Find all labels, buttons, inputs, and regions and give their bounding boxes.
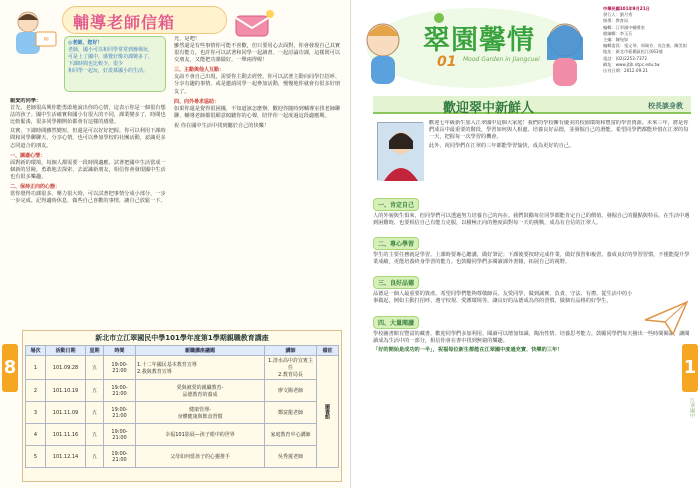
cell: 五 <box>86 424 104 446</box>
cell: 1.清水高中許宜賓主任 2.教育局長 <box>265 356 317 380</box>
cell: 廖文陽老師 <box>265 380 317 402</box>
section-4-heading: 四、向外尋求協助： <box>174 98 220 105</box>
table-row <box>26 402 339 424</box>
lecture-table-title: 新北市立江翠國民中學101學年度第1學期親職教育講座 <box>95 334 269 342</box>
table-header: 備註 <box>317 346 339 356</box>
cell: 101.09.28 <box>46 356 86 380</box>
table-row <box>26 356 339 380</box>
publication-meta <box>603 6 695 90</box>
cell: 五 <box>86 356 104 380</box>
col2-text: 雖然還是有些事情你可能不喜歡，但只要用心去面對，你會發現自己其實很有能力。也許你可以試著和同學一起讀書、一起討論功課，這樣既可以交朋友，又能把功課做好，一舉兩得喔！ <box>174 43 340 64</box>
section-4-heading: 四、大量閱讀 <box>373 316 419 329</box>
logo-subtitle: Mood Garden in Jiangcuei <box>463 56 540 63</box>
cell: 3 <box>26 402 46 424</box>
intro-text <box>429 120 691 186</box>
issue-number: 01 <box>437 54 457 70</box>
cell: 101.11.09 <box>46 402 86 424</box>
cell: 1.十二年國民基本教育宣導 2.我與教育宣導 <box>136 356 265 380</box>
section-1-heading: 一、肯定自己 <box>373 198 419 211</box>
table-header: 時間 <box>104 346 136 356</box>
cell: 19:00-21:00 <box>104 356 136 380</box>
cell: 父母如何當孩子的心靈推手 <box>136 446 265 468</box>
table-header: 星期 <box>86 346 104 356</box>
meta-line: 出刊日期：2012.09.21 <box>603 68 648 74</box>
cell: 家庭教育中心講師 <box>265 424 317 446</box>
meta-line: 主編：陳宛如 <box>603 37 629 43</box>
lecture-table <box>25 345 339 468</box>
article-title: 歡迎翠中新鮮人 <box>443 101 535 116</box>
column-label: 校長談身教 <box>648 102 683 110</box>
section-2-text: 當你覺得功課很多、壓力很大時，可以試著把事情分成小部分，一步一步完成。記得適時休息，做些自己喜歡的事情，讓自己放鬆一下。 <box>10 190 166 205</box>
intro-paragraph: 歡迎七年級新生加入江翠國中這個大家庭！我們的學校擁有優美的校園環境和豐富的學習資源。未來三年，將是你們成長中最重要的階段，學習如何與人相處、培養良好品德，並發掘自己的潛能。希望同學們都能珍惜在江翠的每一天，把握每一次學習的機會。 <box>429 120 689 141</box>
section-3-heading: 三、良好品德 <box>373 276 419 289</box>
table-row <box>26 424 339 446</box>
intro-signature: 此外，祝同學們在江翠的三年都能學習愉快，成為更好的自己。 <box>429 143 575 150</box>
lecture-table-block <box>22 330 342 482</box>
section-4-text: 學校圖書館有豐富的藏書，歡迎同學們多加利用。閱讀可以增加知識、陶冶性情、培養思考能力。鼓勵同學們每天撥出一些時間閱讀，讓閱讀成為生活中的一部分，相信你會在書中找到無窮的樂趣。 <box>373 330 690 344</box>
cell: 吳秀蓮老師 <box>265 446 317 468</box>
meta-line: 電話：(02)2253-7372 <box>603 55 647 61</box>
right-page <box>350 0 700 488</box>
cell: 健康管理- 身體健康與飲食習慣 <box>136 402 265 424</box>
meta-line: 指導：教育局 <box>603 18 629 24</box>
cell: 19:00-21:00 <box>104 380 136 402</box>
meta-line: 編輯：江翠國中輔導室 <box>603 24 645 30</box>
answer-p1: 其實，下課時間雖然變短，但還是可以好好把握。你可以利用下課時間和同學聊聊天、分享心情，也可以參加學校的社團活動，認識更多志同道合的朋友。 <box>10 128 166 149</box>
question-line: 老師，國小可以和同學常常到操場玩， <box>68 47 154 53</box>
answer-intro: 首先，老師很高興你能勇敢地說出你的心情，這表示你是一個很有想法的孩子。國中生活確實和國小有很大的不同，課業變多了，時間也比較緊湊，很多同學剛開始都會有這樣的感覺。 <box>10 105 166 126</box>
cell: 愛與被愛的親職教育- 品德教育的養成 <box>136 380 265 402</box>
teacher-illustration <box>6 8 60 56</box>
mailbox-banner <box>62 6 227 34</box>
masthead <box>355 4 595 92</box>
logo-title: 翠園馨情 <box>423 25 535 56</box>
cell: 101.11.16 <box>46 424 86 446</box>
meta-line: 地址：新北市板橋區松江街63號 <box>603 49 663 55</box>
cell: 5 <box>26 446 46 468</box>
table-row <box>26 446 339 468</box>
table-row <box>26 380 339 402</box>
section-2-text: 學生的主要任務就是學習。上課時要專心聽講，做好筆記；下課後要按時完成作業，做好預習和複習。養成良好的學習習慣，不僅能提升學業成績，更能培養終身學習的能力。也鼓勵同學們多閱讀課外書籍，拓展自己的視野。 <box>373 252 690 266</box>
side-label: 江翠國中 <box>689 398 695 418</box>
meta-line: 總編輯：李玉芬 <box>603 30 633 36</box>
closing: 祝 你在國中生活中找到屬於自己的快樂！ <box>174 122 270 129</box>
mailbox-title: 輔導老師信箱 <box>73 13 176 32</box>
question-line: 和同學一起玩，好羨慕國小的生活。 <box>68 68 149 74</box>
closing-text: 「好的開始是成功的一半」，祝福每位新生都能在江翠國中度過充實、快樂的三年！ <box>373 346 563 353</box>
cell: 2 <box>26 380 46 402</box>
answer-greeting: 親愛的同學： <box>10 98 42 104</box>
answer-column-1 <box>10 98 166 320</box>
cell: 19:00-21:00 <box>104 402 136 424</box>
question-line: 可是上了國中，感覺好像功課變多了， <box>68 54 154 60</box>
section-4-text: 如果你還是覺得很困擾，不知道該怎麼辦，歡迎你隨時到輔導室找老師聊聊，輔導老師都很願意傾聽你的心聲，陪伴你一起度過這段適應期。 <box>174 105 340 119</box>
col2-title: 光，是吧！ <box>174 36 200 42</box>
meta-line: 網址：www.jtjh.ntpc.edu.tw <box>603 61 660 67</box>
paper-plane-icon <box>643 300 689 336</box>
section-2-heading: 二、專心學習 <box>373 237 419 250</box>
cell: 19:00-21:00 <box>104 446 136 468</box>
section-1-text: 面對新的環境，每個人都需要一段時間適應。試著把國中生活當成一個新的冒險，勇敢地去探索、去認識新朋友，相信你會發現國中生活也有很多樂趣。 <box>10 159 166 180</box>
page-number-1: 1 <box>682 344 698 392</box>
cell: 幸福101影展—孩子眼中的世界 <box>136 424 265 446</box>
cell: 19:00-21:00 <box>104 424 136 446</box>
cell: 1 <box>26 356 46 380</box>
table-header: 親職講座議題 <box>136 346 265 356</box>
meta-line: 發行人：劉月秀 <box>603 12 633 18</box>
question-line: 下課時間也比較少，很少 <box>68 61 124 67</box>
svg-text:✉: ✉ <box>43 36 49 43</box>
cell: 101.12.14 <box>46 446 86 468</box>
cell: 五 <box>86 380 104 402</box>
page-number-8: 8 <box>2 344 18 392</box>
section-3-text: 品德是一個人最重要的資產。希望同學們能夠尊敬師長、友愛同學，做到誠實、負責、守法、有禮。從生活中的小事做起，例如主動打招呼、遵守校規、愛護環境等，讓良好的品德成為你的習慣，做個有品格的好學生。 <box>373 291 633 305</box>
section-3-heading: 三、主動與他人互動： <box>174 67 225 74</box>
article-body <box>373 192 691 484</box>
section-2-heading: 二、保持正向的心態： <box>10 183 61 190</box>
section-3-text: 友誼不會自己出現，需要你主動去經營。你可以試著主動向同學打招呼、分享有趣的事情，或是邀請同學一起參加活動，慢慢地你就會有很多好朋友了。 <box>174 74 340 95</box>
table-header: 場次 <box>26 346 46 356</box>
cell: 五 <box>86 446 104 468</box>
cell: 圖書館 <box>317 356 339 468</box>
meta-line: 編輯委員：張文琴、周瑞芳、吳宜蓁、陳美如 <box>603 43 687 49</box>
cell: 101.10.19 <box>46 380 86 402</box>
cell: 五 <box>86 402 104 424</box>
article-title-band <box>373 96 691 114</box>
question-box <box>64 36 166 92</box>
table-header: 活動日期 <box>46 346 86 356</box>
section-1-text: 人的外貌與生俱來，但同學們可以透過努力培養自己的內在。我們鼓勵每位同學都能肯定自己的價值，發掘自己的優點與特長。在生活中遇到困難時，也要相信自己有能力克服，以積極正向的態度面對每一天的挑戰，成為有自信的江翠人。 <box>373 213 690 227</box>
meta-line: 中華民國101年9月21日 <box>603 6 650 11</box>
principal-photo <box>377 122 423 180</box>
cell: 鄭富龍老師 <box>265 402 317 424</box>
table-header: 講師 <box>265 346 317 356</box>
question-title: ◎老師，您好！ <box>68 40 103 46</box>
section-1-heading: 一、調適心情： <box>10 152 46 159</box>
answer-column-2 <box>174 36 340 320</box>
cell: 4 <box>26 424 46 446</box>
